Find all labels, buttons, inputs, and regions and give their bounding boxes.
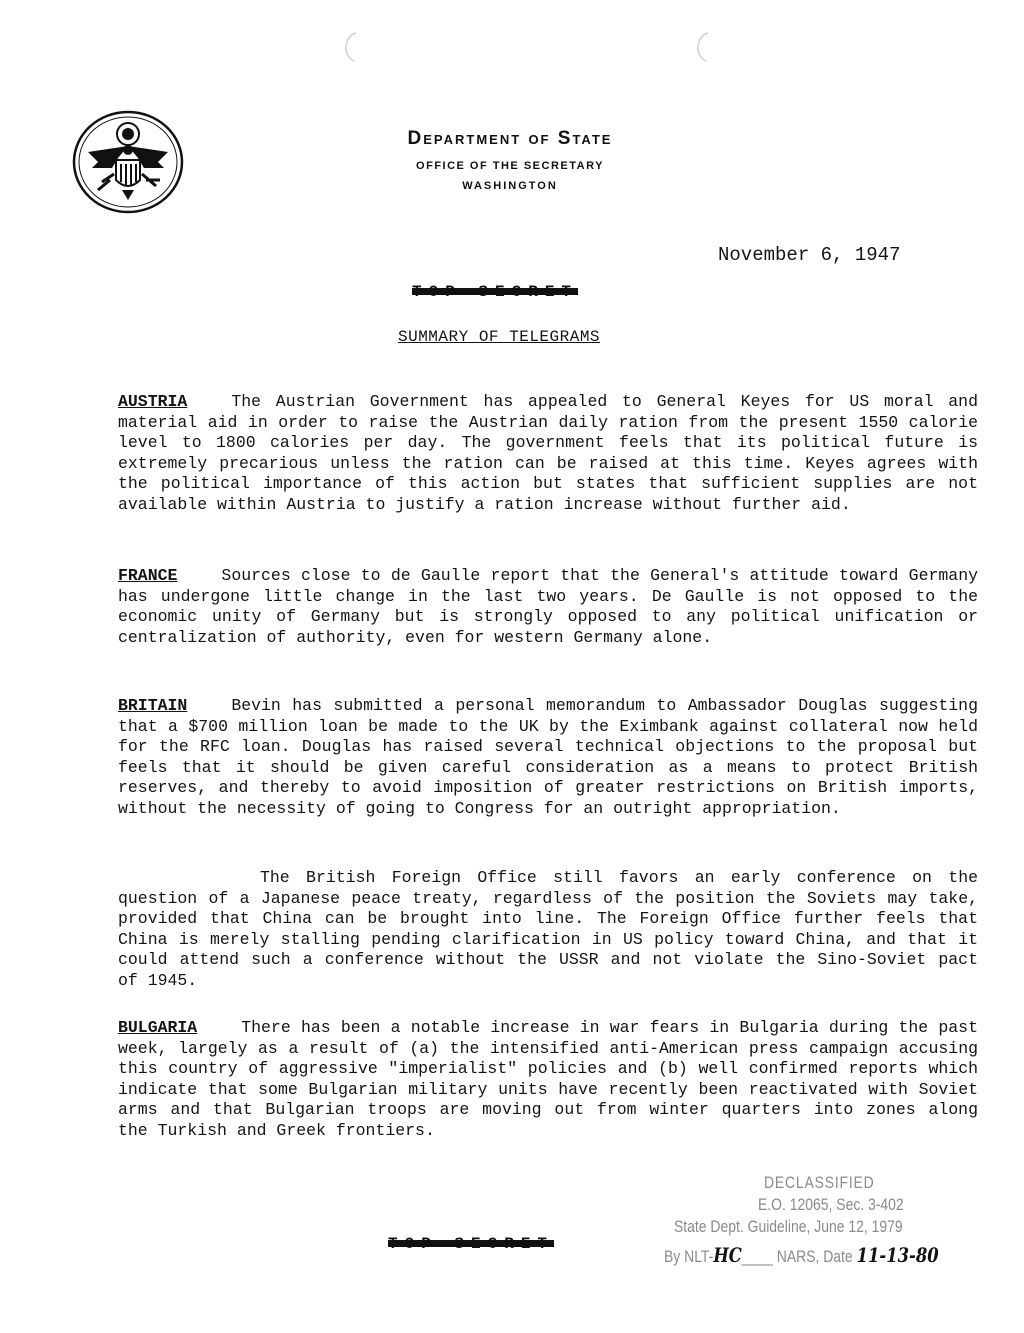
section-text: Sources close to de Gaulle report that the General's attitude toward Germany has undergone little change in the last two years. De Gaulle is not opposed to the economic unity of Germany but is strongly opposed to any political unification or centralization of authority, even for western Germany alone. <box>118 566 978 647</box>
section-text: The British Foreign Office still favors an early conference on the question of a Japanese peace treaty, regardless of the position the Soviets may take, provided that China can be brought into line. The Foreign Office further feels that China is merely stalling pending clarification in US policy toward China, and that it could attend such a conference without the USSR and not violate the Sino-Soviet pact of 1945. <box>118 868 978 990</box>
stamp-nars: NARS, Date <box>776 1247 853 1266</box>
city-name: WASHINGTON <box>462 180 558 192</box>
great-seal-emblem <box>72 110 184 214</box>
punch-hole-mark <box>690 30 712 64</box>
section-label: AUSTRIA <box>118 392 188 411</box>
classification-mark-top: TOP SECRET <box>412 283 579 301</box>
stamp-guideline: State Dept. Guideline, June 12, 1979 <box>674 1217 903 1236</box>
section-text: Bevin has submitted a personal memorandum to Ambassador Douglas suggesting that a $700 million loan be made to the UK by the Eximbank against collateral now held for the RFC loan. Douglas has raised several technical objections to the proposal but feels that it should be given careful consideration as a means to protect British reserves, and thereby to avoid imposition of greater restrictions on British imports, without the necessity of going to Congress for an outright appropriation. <box>118 696 978 818</box>
stamp-initials: HC <box>713 1243 742 1267</box>
section-label: FRANCE <box>118 566 178 585</box>
section-text: The Austrian Government has appealed to General Keyes for US moral and material aid in order to raise the Austrian daily ration from the present 1550 calorie level to 1800 calories per day. The government feels that its political future is extremely precarious unless the ration can be raised at this time. Keyes agrees with the political importance of this action but states that sufficient supplies are not available within Austria to justify a ration increase without further aid. <box>118 392 978 514</box>
stamp-executive-order: E.O. 12065, Sec. 3-402 <box>758 1195 904 1214</box>
section-bulgaria <box>118 1018 978 1142</box>
section-britain-continued <box>118 868 978 992</box>
section-austria <box>118 392 978 516</box>
section-text: There has been a notable increase in war fears in Bulgaria during the past week, largely as a result of (a) the intensified anti-American press campaign accusing this country of aggressive "imperialist" policies and (b) well confirmed reports which indicate that some Bulgarian military units have recently been reactivated with Soviet arms and that Bulgarian troops are moving out from winter quarters into zones along the Turkish and Greek frontiers. <box>118 1018 978 1140</box>
stamp-authorization: By NLT-HC____ NARS, Date 11-13-80 <box>664 1243 939 1267</box>
document-title: SUMMARY OF TELEGRAMS <box>398 328 601 346</box>
punch-hole-mark <box>338 30 360 64</box>
letterhead <box>300 128 720 192</box>
memo-date: November 6, 1947 <box>718 244 901 266</box>
section-label: BRITAIN <box>118 696 188 715</box>
declassification-stamp <box>660 1172 990 1268</box>
stamp-by-prefix: By NLT- <box>664 1247 714 1266</box>
section-france <box>118 566 978 648</box>
stamp-heading: DECLASSIFIED <box>764 1173 875 1192</box>
section-britain <box>118 696 978 820</box>
classification-mark-bottom: TOP SECRET <box>388 1235 555 1253</box>
stamp-date: 11-13-80 <box>856 1243 939 1267</box>
department-name: Department of State <box>407 128 613 149</box>
section-label: BULGARIA <box>118 1018 198 1037</box>
office-name: OFFICE OF THE SECRETARY <box>416 160 604 172</box>
